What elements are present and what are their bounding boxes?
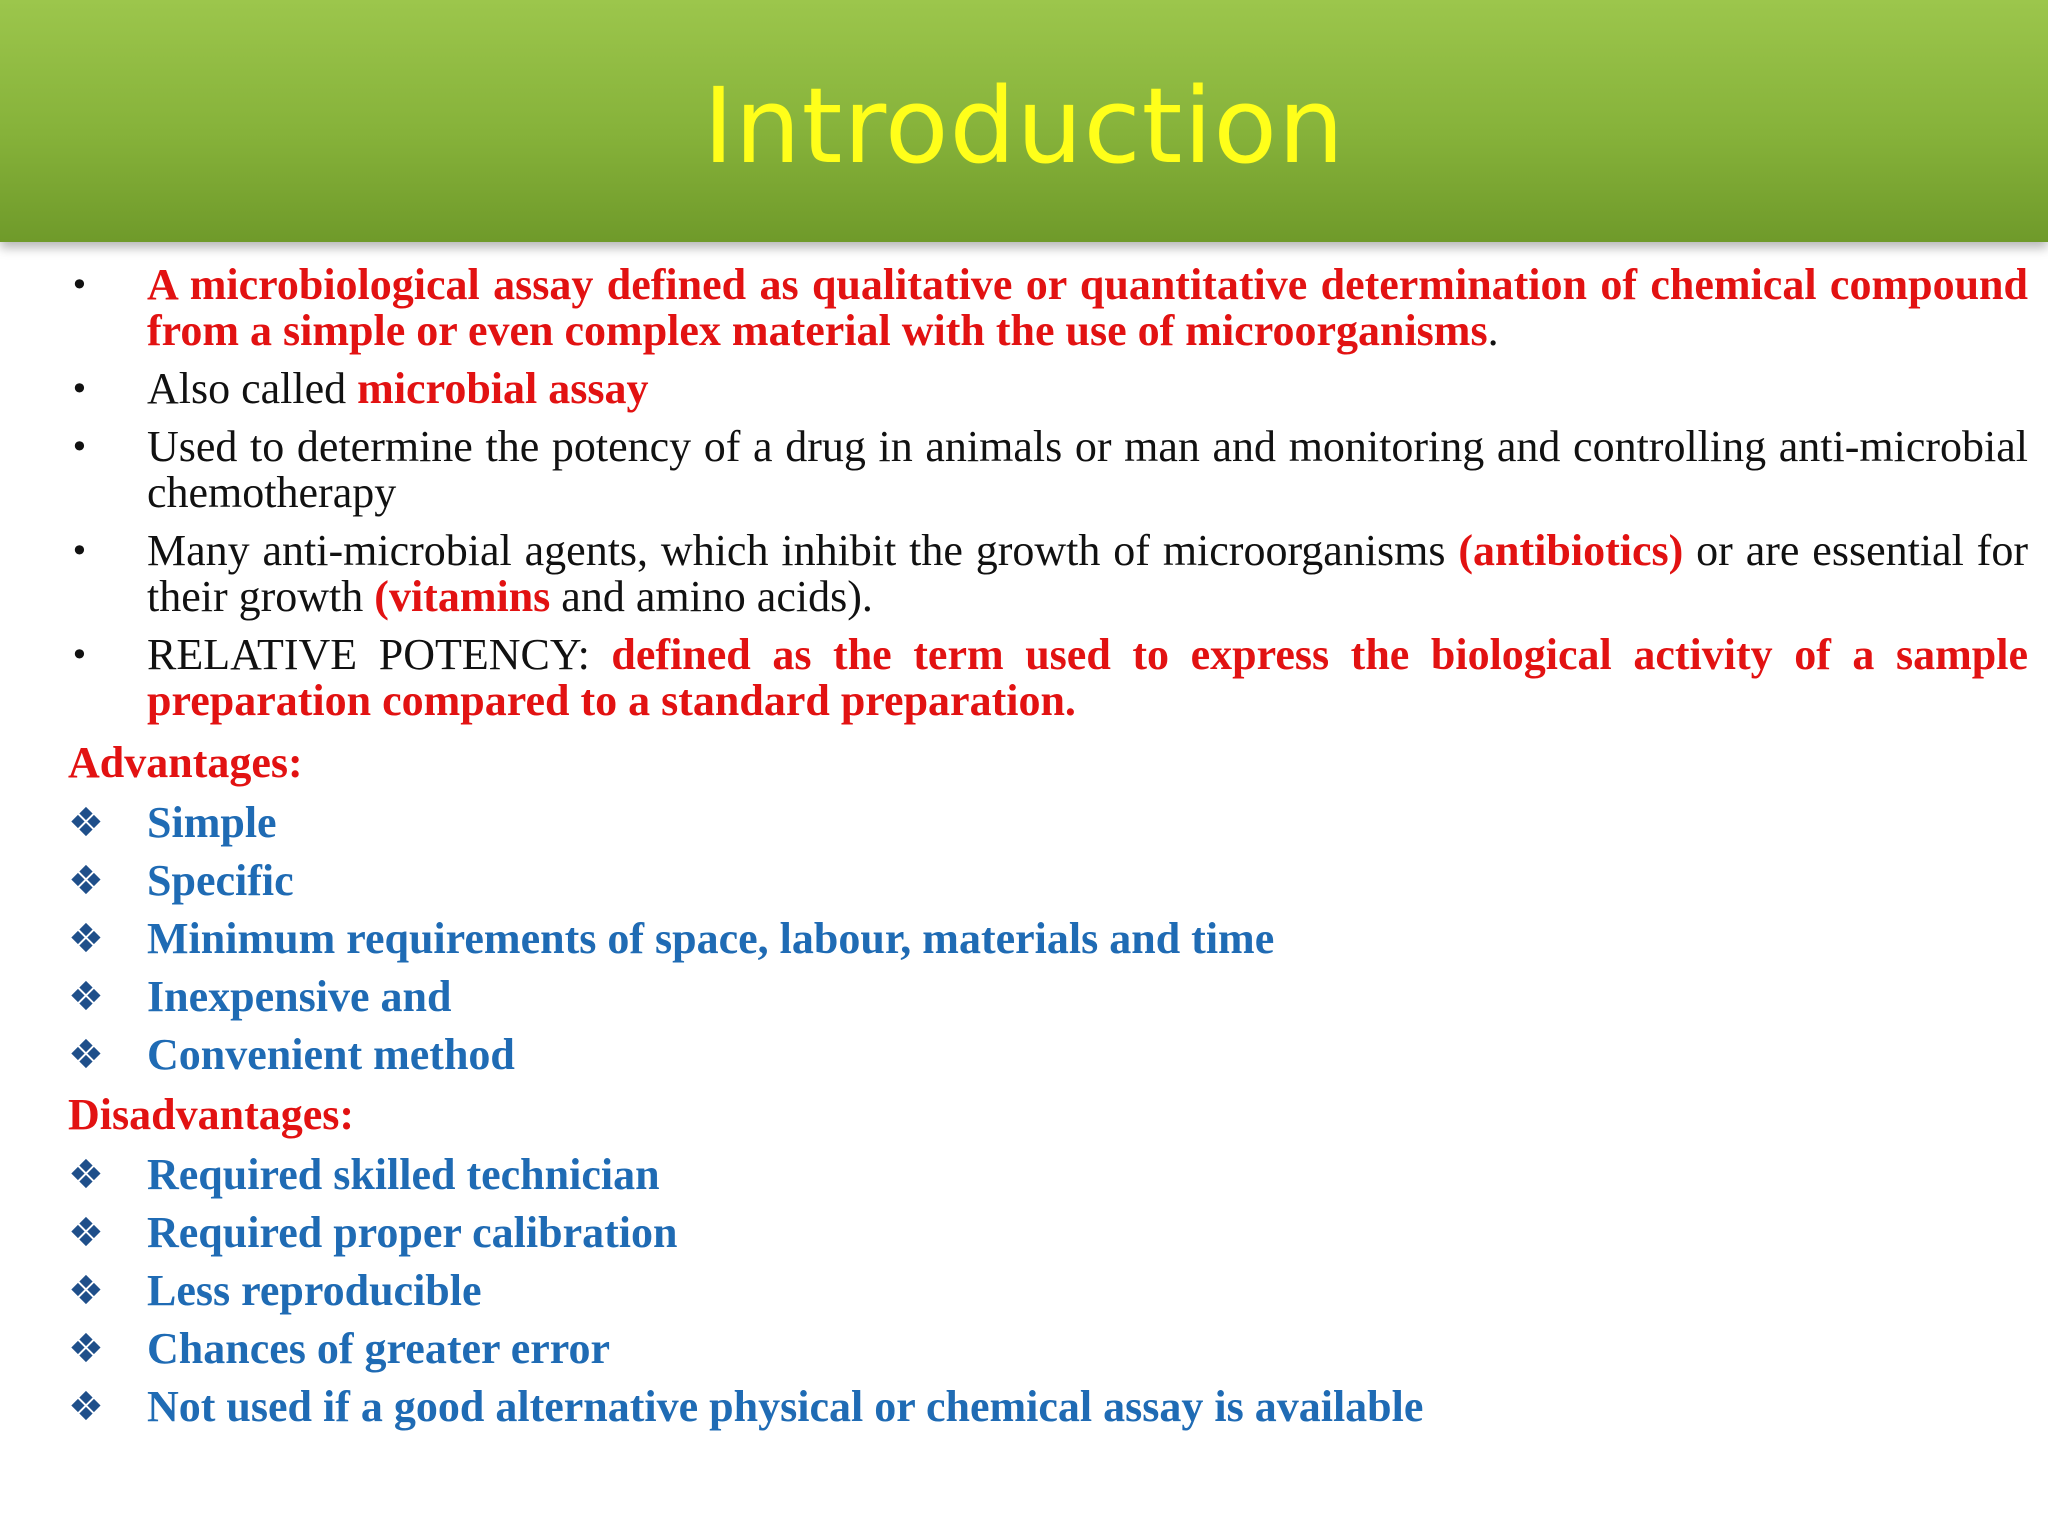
- title-bar: [0, 0, 2048, 242]
- bullet-text: RELATIVE POTENCY:: [147, 630, 612, 679]
- disadvantage-item: [0, 1146, 2048, 1204]
- bullet-text: Used to determine the potency of a drug in animals or man and monitoring and controlling anti-microbial chemotherapy: [147, 422, 2028, 517]
- bullet-dot-icon: •: [70, 266, 89, 304]
- bullet-text: or are essential for their growth: [147, 526, 2028, 621]
- disadvantage-text: Required skilled technician: [147, 1150, 660, 1199]
- disadvantage-text: Not used if a good alternative physical or chemical assay is available: [147, 1382, 1424, 1431]
- bullet-dot-icon: •: [70, 428, 89, 466]
- bullet-dot-icon: •: [70, 370, 89, 408]
- advantage-text: Convenient method: [147, 1030, 515, 1079]
- bullet-item: [0, 366, 2048, 412]
- bullet-text: Many anti-microbial agents, which inhibit the growth of microorganisms: [147, 526, 1459, 575]
- bullet-text-emphasis: microbial assay: [357, 364, 649, 413]
- bullet-item: [0, 632, 2048, 724]
- bullet-text-emphasis: A microbiological assay defined as qualitative or quantitative determination of chemical compound from a simple or even complex material with the use of microorganisms: [147, 260, 2028, 355]
- advantage-item: [0, 910, 2048, 968]
- diamond-bullet-icon: ❖: [68, 1152, 104, 1198]
- diamond-bullet-icon: ❖: [68, 1384, 104, 1430]
- bullet-item: [0, 424, 2048, 516]
- diamond-bullet-icon: ❖: [68, 1326, 104, 1372]
- disadvantages-list: [0, 1146, 2048, 1436]
- disadvantage-item: [0, 1262, 2048, 1320]
- diamond-bullet-icon: ❖: [68, 858, 104, 904]
- advantage-item: [0, 852, 2048, 910]
- bullet-dot-icon: •: [70, 636, 89, 674]
- bullet-text: .: [1487, 306, 1499, 355]
- bullet-text: and amino acids).: [550, 572, 873, 621]
- advantage-text: Simple: [147, 798, 277, 847]
- diamond-bullet-icon: ❖: [68, 1210, 104, 1256]
- bullet-text: Also called: [147, 364, 358, 413]
- disadvantages-heading: Disadvantages:: [68, 1090, 355, 1139]
- bullet-dot-icon: •: [70, 532, 89, 570]
- diamond-bullet-icon: ❖: [68, 800, 104, 846]
- advantages-heading: Advantages:: [68, 738, 303, 787]
- disadvantage-item: [0, 1378, 2048, 1436]
- disadvantage-text: Required proper calibration: [147, 1208, 678, 1257]
- bullet-text-emphasis: (vitamins: [374, 572, 551, 621]
- advantage-item: [0, 794, 2048, 852]
- bullet-item: [0, 528, 2048, 620]
- disadvantage-text: Chances of greater error: [147, 1324, 611, 1373]
- advantage-text: Minimum requirements of space, labour, materials and time: [147, 914, 1275, 963]
- advantage-text: Inexpensive and: [147, 972, 452, 1021]
- slide-title: Introduction: [703, 65, 1345, 187]
- diamond-bullet-icon: ❖: [68, 974, 104, 1020]
- advantage-item: [0, 968, 2048, 1026]
- bullet-item: [0, 262, 2048, 354]
- advantages-list: [0, 794, 2048, 1084]
- disadvantage-text: Less reproducible: [147, 1266, 482, 1315]
- bullet-text-emphasis: (antibiotics): [1458, 526, 1684, 575]
- disadvantage-item: [0, 1320, 2048, 1378]
- diamond-bullet-icon: ❖: [68, 1032, 104, 1078]
- diamond-bullet-icon: ❖: [68, 1268, 104, 1314]
- advantage-item: [0, 1026, 2048, 1084]
- disadvantage-item: [0, 1204, 2048, 1262]
- bullet-text-emphasis: defined as the term used to express the biological activity of a sample preparation compared to a standard preparation.: [147, 630, 2029, 725]
- diamond-bullet-icon: ❖: [68, 916, 104, 962]
- advantage-text: Specific: [147, 856, 294, 905]
- slide-content: [0, 262, 2048, 1436]
